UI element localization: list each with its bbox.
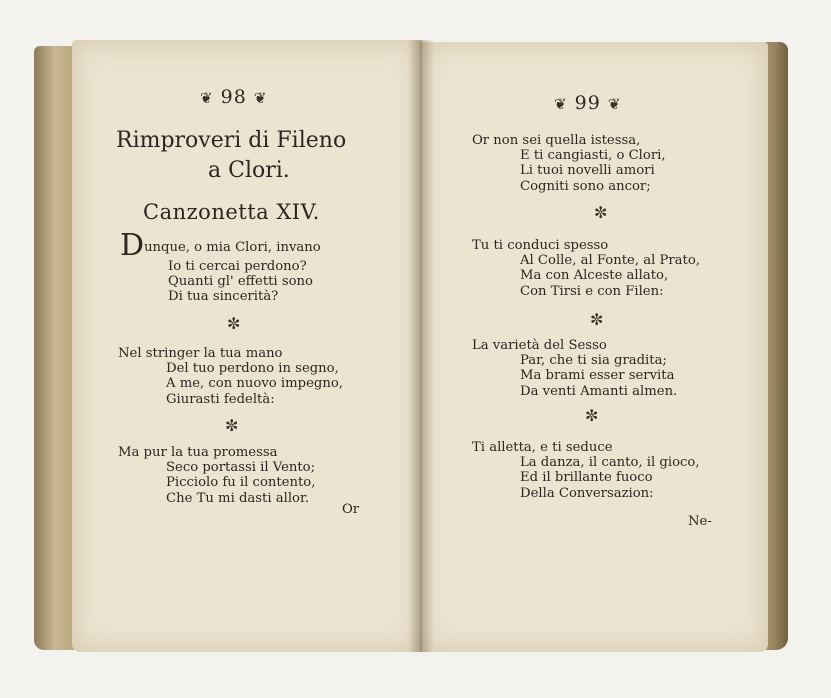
verse-line: Picciolo fu il contento,	[166, 475, 316, 491]
poem-title-line1: Rimproveri di Fileno	[116, 128, 347, 153]
left-catchword: Or	[342, 502, 360, 517]
right-stanza-3	[472, 338, 677, 399]
right-stanza-4	[472, 440, 700, 501]
verse-line: Con Tirsi e con Filen:	[520, 283, 664, 299]
poem-title-line2: a Clori.	[208, 158, 290, 183]
verse-line: Li tuoi novelli amori	[520, 163, 655, 179]
page-number-text: 99	[574, 92, 601, 114]
right-catchword: Ne-	[688, 514, 712, 529]
left-stanza-3	[118, 445, 315, 506]
left-stanza-1	[120, 228, 321, 305]
book-gutter	[408, 40, 434, 652]
verse-line: Della Conversazion:	[520, 485, 654, 501]
ornament-icon: ❦	[253, 89, 268, 107]
verse-line: E ti cangiasti, o Clori,	[520, 148, 666, 164]
right-stanza-2	[472, 238, 700, 299]
separator-ornament-icon: ✼	[585, 406, 599, 425]
verse-line: Quanti gl' effetti sono	[168, 274, 313, 290]
verse-line: Cogniti sono ancor;	[520, 178, 651, 194]
verse-line: Dunque, o mia Clori, invano	[120, 228, 321, 263]
drop-cap: D	[120, 228, 145, 263]
verse-line: Ed il brillante fuoco	[520, 470, 653, 486]
page-number-text: 98	[220, 86, 247, 108]
separator-ornament-icon: ✼	[594, 203, 608, 222]
verse-line: Che Tu mi dasti allor.	[166, 490, 310, 506]
verse-line: Par, che ti sia gradita;	[520, 353, 667, 369]
verse-line: Ma con Alceste allato,	[520, 268, 669, 284]
ornament-icon: ❦	[607, 95, 622, 113]
verse-line: La varietà del Sesso	[472, 338, 607, 353]
verse-line: Ma pur la tua promessa	[118, 445, 278, 460]
ornament-icon: ❦	[554, 95, 568, 113]
verse-line: Di tua sincerità?	[168, 289, 279, 305]
verse-line: Giurasti fedeltà:	[166, 391, 275, 407]
verse-line: Ma brami esser servita	[520, 368, 675, 384]
verse-line: Nel stringer la tua mano	[118, 346, 283, 361]
left-stanza-2	[118, 346, 343, 407]
ornament-icon: ❦	[200, 89, 214, 107]
verse-line: Da venti Amanti almen.	[520, 383, 678, 399]
right-page-number	[554, 92, 621, 114]
verse-line: Seco portassi il Vento;	[166, 460, 316, 476]
separator-ornament-icon: ✼	[227, 314, 241, 333]
verse-line: Tu ti conduci spesso	[472, 238, 609, 253]
verse-line: La danza, il canto, il gioco,	[520, 455, 700, 471]
separator-ornament-icon: ✼	[225, 416, 239, 435]
left-page-number	[200, 86, 267, 108]
verse-line: Al Colle, al Fonte, al Prato,	[520, 253, 700, 269]
poem-subtitle: Canzonetta XIV.	[143, 200, 320, 224]
verse-line: A me, con nuovo impegno,	[166, 376, 343, 392]
right-stanza-1	[472, 133, 666, 194]
verse-line: Del tuo perdono in segno,	[166, 361, 339, 377]
separator-ornament-icon: ✼	[590, 310, 604, 329]
verse-line: Or non sei quella istessa,	[472, 133, 641, 148]
verse-line: Ti alletta, e ti seduce	[472, 440, 613, 455]
verse-line: Io ti cercai perdono?	[168, 259, 307, 274]
